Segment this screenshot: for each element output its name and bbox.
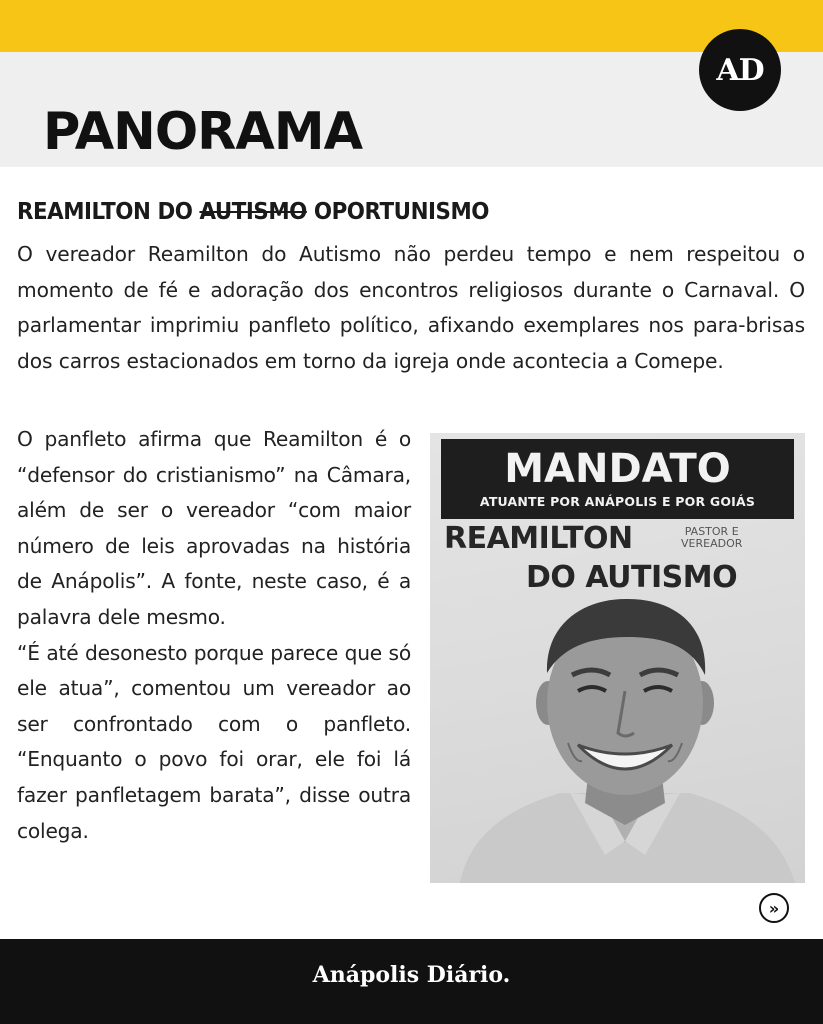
- top-accent-bar: [0, 0, 823, 52]
- footer-brand: Anápolis Diário.: [312, 962, 511, 988]
- campaign-flyer-photo: [430, 433, 805, 883]
- logo-badge: AD: [699, 29, 781, 111]
- article-column: [17, 422, 411, 849]
- flyer-title: MANDATO: [504, 446, 731, 492]
- flyer-tag-line-2: VEREADOR: [681, 537, 743, 551]
- headline-struck-word: AUTISMO: [199, 199, 307, 225]
- double-chevron-right-icon[interactable]: »: [759, 893, 789, 923]
- flyer-title-band: [441, 439, 794, 519]
- flyer-name-line-1: REAMILTON: [444, 521, 633, 556]
- article-paragraph-2: “É até desonesto porque parece que só ele atua”, comentou um vereador ao ser confrontado com o panfleto. “Enquanto o povo foi orar, ele foi lá fazer panfletagem barata”, disse outra colega.: [17, 640, 411, 843]
- headline-part-1: REAMILTON DO: [17, 199, 200, 225]
- article-paragraph-1: O panfleto afirma que Reamilton é o “defensor do cristianismo” na Câmara, além de ser o vereador “com maior número de leis aprovadas na história de Anápolis”. A fonte, neste caso, é a palavra dele mesmo.: [17, 427, 411, 629]
- article-lead: O vereador Reamilton do Autismo não perdeu tempo e nem respeitou o momento de fé e adoração dos encontros religiosos durante o Carnaval. O parlamentar imprimiu panfleto político, afixando exemplares nos para-brisas dos carros estacionados em torno da igreja onde acontecia a Comepe.: [17, 242, 805, 373]
- flyer-name-line-2: DO AUTISMO: [526, 560, 738, 595]
- headline-part-2: OPORTUNISMO: [306, 199, 490, 225]
- flyer-tag-line-1: PASTOR E: [684, 525, 739, 538]
- article-headline: [17, 199, 489, 225]
- flyer-role-tag: [681, 526, 742, 550]
- flyer-subtitle: ATUANTE POR ANÁPOLIS E POR GOIÁS: [479, 494, 756, 509]
- politician-portrait: [450, 593, 800, 883]
- section-title: PANORAMA: [43, 102, 363, 162]
